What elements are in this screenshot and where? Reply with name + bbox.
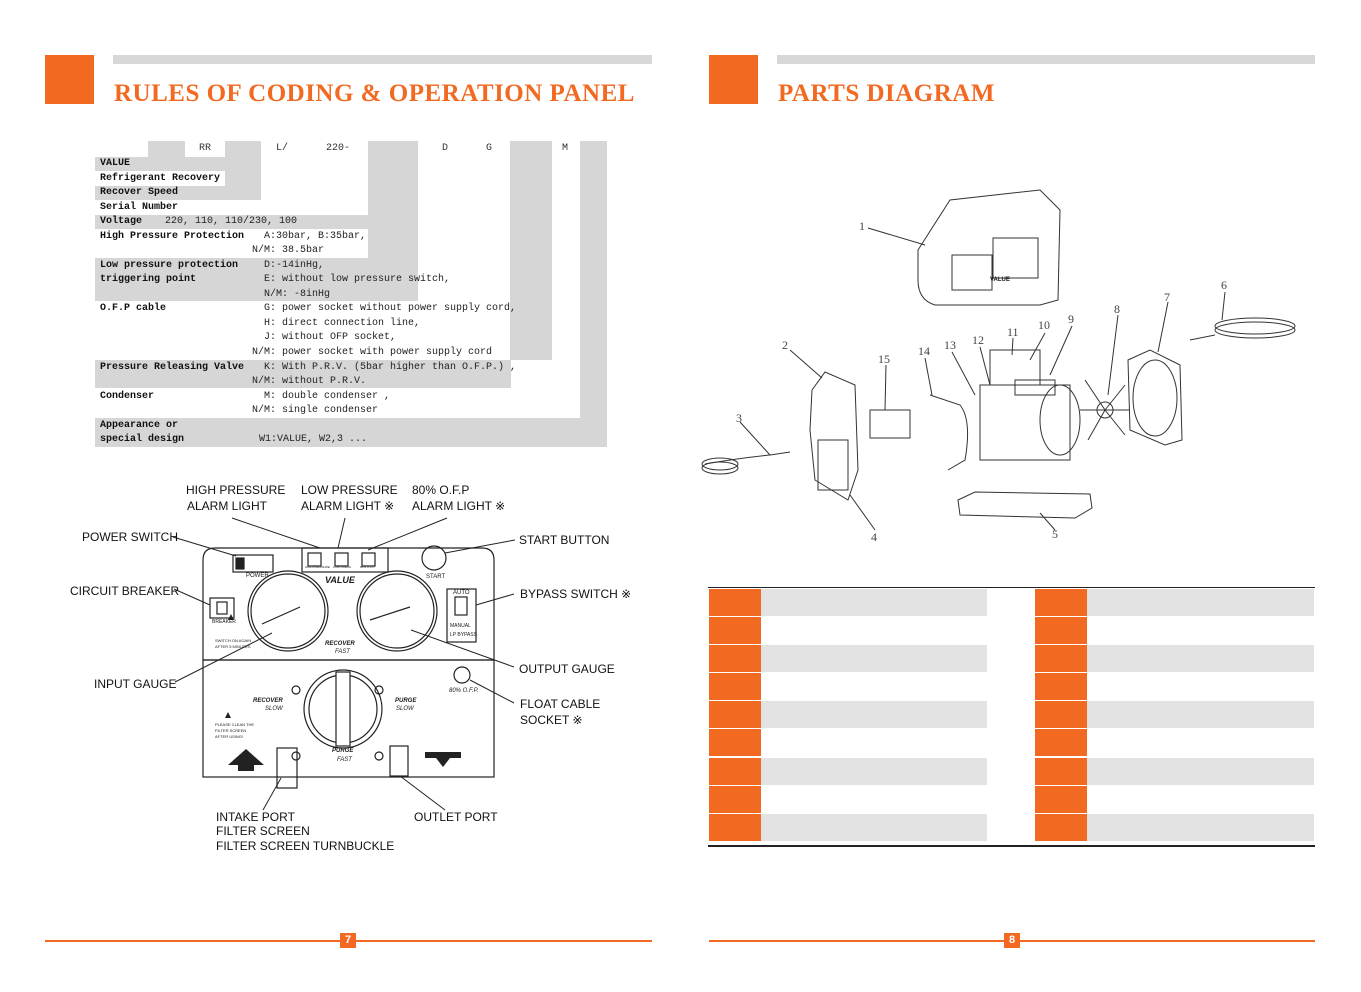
- panel-breaker-label: BREAKER: [212, 619, 236, 625]
- code-letter: M: [562, 143, 569, 154]
- part-number-label: 6: [1221, 278, 1227, 292]
- diagram-badge: VALUE: [990, 277, 1010, 283]
- part-name-cell: [761, 758, 987, 785]
- code-column: [368, 157, 418, 258]
- part-number-label: 1: [859, 219, 865, 233]
- coding-label: Condenser: [100, 391, 155, 402]
- part-name-cell: [761, 701, 987, 728]
- part-number-label: 14: [918, 344, 930, 358]
- coding-text: E: without low pressure switch,: [264, 274, 451, 285]
- table-row: [708, 617, 1315, 645]
- code-letter: L/: [276, 143, 289, 154]
- label-circuit-breaker: CIRCUIT BREAKER: [70, 584, 180, 598]
- table-row: [708, 786, 1315, 814]
- label-float-cable: FLOAT CABLE: [520, 697, 601, 711]
- part-name-cell: [1087, 617, 1314, 644]
- part-number-label: 5: [1052, 527, 1058, 541]
- part-name-cell: [1087, 729, 1314, 756]
- part-name-cell: [1087, 701, 1314, 728]
- panel-ofp-light: 80% O.F.P.: [360, 565, 375, 569]
- page-number-right: 8: [1004, 933, 1020, 948]
- part-number-label: 7: [1164, 290, 1170, 304]
- part-number-cell: [709, 589, 761, 616]
- code-column: [225, 157, 261, 186]
- label-ofp: 80% O.F.P: [412, 483, 470, 497]
- panel-purge-fast: PURGE: [332, 748, 354, 754]
- label-filter-turnbuckle: FILTER SCREEN TURNBUCKLE: [216, 839, 395, 853]
- table-row: [708, 673, 1315, 701]
- part-name-cell: [1087, 758, 1314, 785]
- panel-recover-slow: RECOVER: [253, 698, 283, 704]
- panel-warn-clean-2: FILTER SCREEN: [215, 728, 247, 733]
- part-name-cell: [1087, 786, 1314, 813]
- label-ofp-2: ALARM LIGHT ※: [412, 499, 506, 513]
- coding-label: Appearance or: [100, 420, 179, 431]
- panel-start-label: START: [426, 574, 446, 580]
- panel-slow-left: SLOW: [265, 706, 283, 712]
- coding-label: Pressure Releasing Valve: [100, 362, 245, 373]
- coding-text: A:30bar, B:35bar,: [264, 231, 367, 242]
- label-intake-port: INTAKE PORT: [216, 810, 295, 824]
- panel-fast-bottom: FAST: [337, 757, 352, 763]
- code-letter: RR: [199, 143, 212, 154]
- part-name-cell: [1087, 589, 1314, 616]
- section-marker-left: [45, 55, 94, 104]
- coding-label: triggering point: [100, 274, 197, 285]
- coding-label: special design: [100, 434, 185, 445]
- coding-label: High Pressure Protection: [100, 231, 245, 242]
- part-name-cell: [761, 814, 987, 841]
- table-row: [708, 645, 1315, 673]
- part-number-label: 3: [736, 411, 742, 425]
- panel-lp-light: LOW PRESS: [333, 565, 351, 569]
- coding-text: K: With P.R.V. (5bar higher than O.F.P.) ,: [264, 362, 517, 373]
- panel-hp-light: HIGH PRESSURE: [305, 565, 330, 569]
- label-output-gauge: OUTPUT GAUGE: [519, 662, 615, 676]
- label-bypass-switch: BYPASS SWITCH ※: [520, 587, 632, 601]
- panel-warn-clean-3: AFTER USING!: [215, 734, 244, 739]
- part-number-cell: [709, 701, 761, 728]
- coding-label: VALUE: [100, 158, 131, 169]
- part-name-cell: [761, 673, 987, 700]
- code-bracket: [368, 141, 418, 157]
- coding-text: N/M: without P.R.V.: [252, 376, 367, 387]
- code-bracket: [225, 141, 261, 157]
- code-letter: D: [442, 143, 449, 154]
- coding-text: N/M: -8inHg: [264, 289, 331, 300]
- panel-warn-clean: PLEASE CLEAN THE: [215, 722, 255, 727]
- part-number-label: 11: [1007, 325, 1019, 339]
- coding-text: W1:VALUE, W2,3 ...: [259, 434, 368, 445]
- table-row: [708, 589, 1315, 617]
- part-number-cell: [709, 673, 761, 700]
- section-marker-right: [709, 55, 758, 104]
- panel-power-label: POWER: [246, 573, 269, 579]
- code-column: [510, 157, 552, 360]
- code-letter: G: [486, 143, 493, 154]
- label-high-pressure-2: ALARM LIGHT: [187, 499, 268, 513]
- part-number-cell: [1035, 786, 1087, 813]
- coding-label: Recover Speed: [100, 187, 179, 198]
- label-input-gauge: INPUT GAUGE: [94, 677, 177, 691]
- label-power-switch: POWER SWITCH: [82, 530, 178, 544]
- part-number-label: 9: [1068, 312, 1074, 326]
- coding-label: Voltage: [100, 216, 143, 227]
- part-number-cell: [709, 786, 761, 813]
- page-title-right: PARTS DIAGRAM: [778, 80, 995, 107]
- panel-purge-slow: PURGE: [395, 698, 417, 704]
- part-number-cell: [1035, 729, 1087, 756]
- table-row: [708, 729, 1315, 757]
- part-number-cell: [1035, 589, 1087, 616]
- part-number-label: 4: [871, 530, 877, 544]
- panel-auto-label: AUTO: [453, 590, 470, 596]
- coding-label: O.F.P cable: [100, 303, 167, 314]
- page-title-left: RULES OF CODING & OPERATION PANEL: [114, 80, 635, 107]
- part-number-cell: [1035, 673, 1087, 700]
- coding-label: Low pressure protection: [100, 260, 239, 271]
- part-name-cell: [1087, 645, 1314, 672]
- coding-label: Refrigerant Recovery: [100, 173, 221, 184]
- parts-diagram: [690, 180, 1340, 560]
- part-number-cell: [1035, 645, 1087, 672]
- coding-text: N/M: 38.5bar: [252, 245, 325, 256]
- panel-fast: FAST: [335, 649, 350, 655]
- panel-warn-breaker-2: AFTER 5 MINUTES: [215, 644, 251, 649]
- part-number-cell: [1035, 814, 1087, 841]
- part-number-label: 8: [1114, 302, 1120, 316]
- part-name-cell: [1087, 814, 1314, 841]
- panel-slow-right: SLOW: [396, 706, 414, 712]
- label-float-cable-2: SOCKET ※: [520, 713, 583, 727]
- part-number-cell: [709, 617, 761, 644]
- part-number-cell: [1035, 701, 1087, 728]
- part-number-cell: [709, 758, 761, 785]
- panel-brand-logo: VALUE: [325, 575, 355, 585]
- panel-recover-fast: RECOVER: [325, 641, 355, 647]
- panel-lpbypass-label: LP BYPASS: [450, 632, 478, 638]
- part-number-label: 15: [878, 352, 890, 366]
- panel-manual-label: MANUAL: [450, 623, 471, 629]
- coding-text: N/M: power socket with power supply cord: [252, 347, 493, 358]
- coding-label: Serial Number: [100, 202, 179, 213]
- panel-ofp-socket-label: 80% O.F.P.: [449, 688, 479, 694]
- operation-panel-drawing: [0, 460, 680, 860]
- table-row: [708, 701, 1315, 729]
- part-number-label: 10: [1038, 318, 1050, 332]
- label-outlet-port: OUTLET PORT: [414, 810, 498, 824]
- part-name-cell: [761, 645, 987, 672]
- parts-table: [708, 587, 1315, 847]
- code-bracket: [148, 141, 185, 157]
- table-row: [708, 814, 1315, 842]
- part-number-cell: [1035, 758, 1087, 785]
- part-name-cell: [761, 589, 987, 616]
- part-number-label: 12: [972, 333, 984, 347]
- part-number-cell: [709, 645, 761, 672]
- part-number-cell: [709, 814, 761, 841]
- part-name-cell: [761, 729, 987, 756]
- label-low-pressure: LOW PRESSURE: [301, 483, 398, 497]
- label-start-button: START BUTTON: [519, 533, 610, 547]
- code-bracket: [580, 141, 607, 157]
- page-number-left: 7: [340, 933, 356, 948]
- coding-text: D:-14inHg,: [264, 260, 325, 271]
- coding-text: G: power socket without power supply cord,: [264, 303, 517, 314]
- code-column: [580, 157, 607, 418]
- code-letter: 220-: [326, 143, 351, 154]
- header-bar-right: [777, 55, 1315, 64]
- label-filter-screen: FILTER SCREEN: [216, 824, 310, 838]
- part-number-cell: [1035, 617, 1087, 644]
- part-name-cell: [761, 617, 987, 644]
- coding-text: J: without OFP socket,: [264, 332, 397, 343]
- part-number-cell: [709, 729, 761, 756]
- label-low-pressure-2: ALARM LIGHT ※: [301, 499, 395, 513]
- table-row: [708, 758, 1315, 786]
- label-high-pressure: HIGH PRESSURE: [186, 483, 286, 497]
- part-name-cell: [761, 786, 987, 813]
- coding-text: H: direct connection line,: [264, 318, 421, 329]
- coding-text: N/M: single condenser: [252, 405, 379, 416]
- part-name-cell: [1087, 673, 1314, 700]
- coding-text: 220, 110, 110/230, 100: [165, 216, 298, 227]
- header-bar-left: [113, 55, 652, 64]
- part-number-label: 2: [782, 338, 788, 352]
- part-number-label: 13: [944, 338, 956, 352]
- panel-warn-breaker: SWITCH ON AGAIN: [215, 638, 252, 643]
- coding-text: M: double condenser ,: [264, 391, 391, 402]
- code-bracket: [510, 141, 552, 157]
